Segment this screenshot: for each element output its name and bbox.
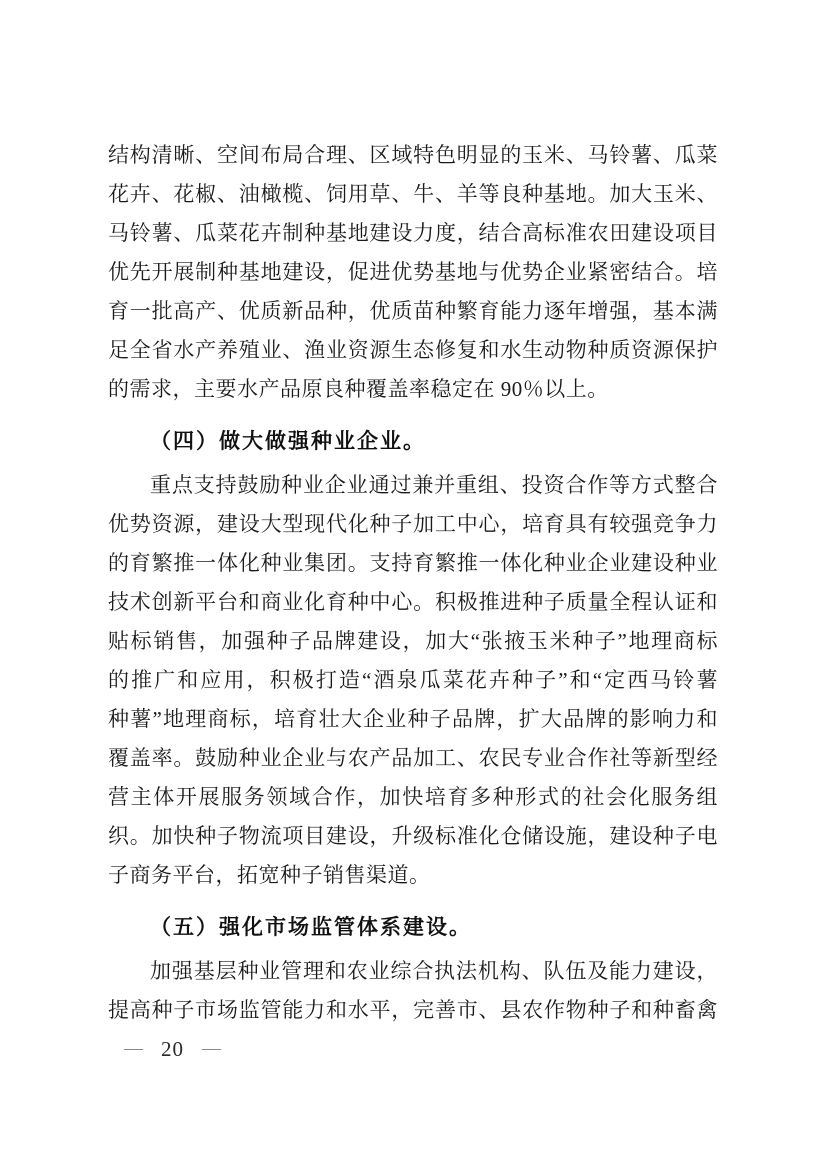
page-footer (124, 1038, 221, 1060)
body-line: 足全省水产养殖业、渔业资源生态修复和水生动物种质资源保护 (108, 338, 718, 362)
body-line: 育一批高产、优质新品种，优质苗种繁育能力逐年增强，基本满 (108, 299, 718, 323)
body-line: 织。加快种子物流项目建设，升级标准化仓储设施，建设种子电 (108, 824, 718, 848)
footer-dash-left: — (124, 1038, 143, 1059)
body-line: 技术创新平台和商业化育种中心。积极推进种子质量全程认证和 (108, 590, 718, 614)
body-line: 种薯”地理商标，培育壮大企业种子品牌，扩大品牌的影响力和 (108, 707, 718, 731)
body-line: 马铃薯、瓜菜花卉制种基地建设力度，结合高标准农田建设项目 (108, 221, 718, 245)
body-line: 重点支持鼓励种业企业通过兼并重组、投资合作等方式整合 (150, 473, 718, 497)
body-line: 优势资源，建设大型现代化种子加工中心，培育具有较强竞争力 (108, 512, 718, 536)
body-line: 提高种子市场监管能力和水平，完善市、县农作物种子和种畜禽 (108, 998, 718, 1022)
body-line: 加强基层种业管理和农业综合执法机构、队伍及能力建设， (150, 959, 718, 983)
section-heading-5: （五）强化市场监管体系建设。 (150, 915, 472, 939)
text-column (108, 136, 718, 1030)
body-line: 优先开展制种基地建设，促进优势基地与优势企业紧密结合。培 (108, 260, 718, 284)
paragraph (108, 136, 718, 409)
body-line: 子商务平台，拓宽种子销售渠道。 (108, 863, 431, 887)
body-line: 的育繁推一体化种业集团。支持育繁推一体化种业企业建设种业 (108, 551, 718, 575)
paragraph (108, 466, 718, 895)
body-line: 的推广和应用，积极打造“酒泉瓜菜花卉种子”和“定西马铃薯 (108, 668, 718, 692)
body-line: 覆盖率。鼓励种业企业与农产品加工、农民专业合作社等新型经 (108, 746, 718, 770)
body-line: 营主体开展服务领域合作，加快培育多种形式的社会化服务组 (108, 785, 718, 809)
body-line: 花卉、花椒、油橄榄、饲用草、牛、羊等良种基地。加大玉米、 (108, 182, 718, 206)
body-line: 结构清晰、空间布局合理、区域特色明显的玉米、马铃薯、瓜菜 (108, 143, 718, 167)
page-number: 20 (161, 1037, 184, 1061)
body-line: 贴标销售，加强种子品牌建设，加大“张掖玉米种子”地理商标 (108, 629, 718, 653)
footer-dash-right: — (202, 1038, 221, 1059)
body-line: 的需求，主要水产品原良种覆盖率稳定在 90％以上。 (108, 377, 609, 401)
paragraph (108, 952, 718, 1030)
section-heading-4: （四）做大做强种业企业。 (150, 429, 426, 453)
